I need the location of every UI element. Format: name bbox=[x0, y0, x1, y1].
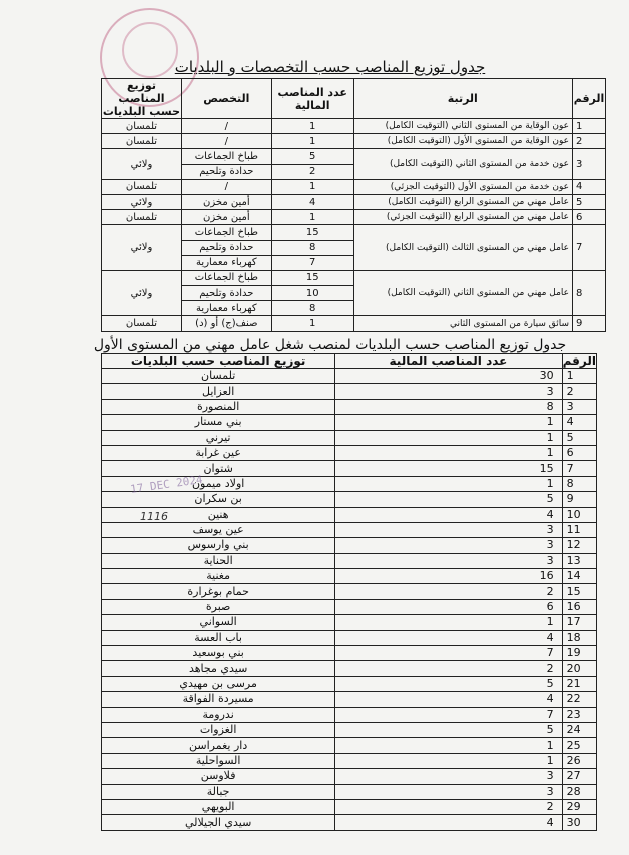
row-number: 14 bbox=[562, 569, 596, 584]
count-cell: 30 bbox=[335, 369, 562, 384]
table-row bbox=[102, 553, 597, 568]
commune-cell: ندرومة bbox=[102, 707, 335, 722]
count-cell: 16 bbox=[335, 569, 562, 584]
table-row bbox=[102, 430, 597, 445]
rank-cell: عامل مهني من المستوى الرابع (التوقيت الكامل) bbox=[353, 194, 572, 209]
count-cell: 1 bbox=[335, 430, 562, 445]
rank-cell: عون الوقاية من المستوى الثاني (التوقيت الكامل) bbox=[353, 119, 572, 134]
table-row bbox=[102, 119, 606, 134]
row-number: 29 bbox=[562, 799, 596, 814]
count-cell: 8 bbox=[335, 399, 562, 414]
section-subtitle: جدول توزيع المناصب حسب البلديات لمنصب شغل عامل مهني من المستوى الأول bbox=[93, 337, 567, 353]
count-cell: 4 bbox=[335, 630, 562, 645]
row-number: 1 bbox=[562, 369, 596, 384]
count-cell: 1 bbox=[335, 415, 562, 430]
table-row bbox=[102, 722, 597, 737]
commune-cell: اولاد ميمون bbox=[102, 476, 335, 491]
row-number: 1 bbox=[573, 119, 606, 134]
specialty-cell: طباخ الجماعات bbox=[181, 149, 271, 164]
row-number: 17 bbox=[562, 615, 596, 630]
table-row bbox=[102, 179, 606, 194]
distribution-cell: تلمسان bbox=[102, 316, 182, 331]
rank-cell: سائق سيارة من المستوى الثاني bbox=[353, 316, 572, 331]
count-cell: 15 bbox=[271, 270, 353, 285]
row-number: 9 bbox=[562, 492, 596, 507]
specialty-cell: حدادة وتلحيم bbox=[181, 286, 271, 301]
row-number: 16 bbox=[562, 599, 596, 614]
count-cell: 5 bbox=[335, 492, 562, 507]
count-cell: 1 bbox=[271, 316, 353, 331]
table-row bbox=[102, 676, 597, 691]
table-row bbox=[102, 210, 606, 225]
row-number: 9 bbox=[573, 316, 606, 331]
row-number: 15 bbox=[562, 584, 596, 599]
header-rank: الرتبة bbox=[353, 79, 572, 119]
row-number: 10 bbox=[562, 507, 596, 522]
commune-cell: عين يوسف bbox=[102, 522, 335, 537]
count-cell: 4 bbox=[335, 815, 562, 830]
count-cell: 15 bbox=[271, 225, 353, 240]
table-row bbox=[102, 569, 597, 584]
table-row bbox=[102, 784, 597, 799]
table-row bbox=[102, 615, 597, 630]
row-number: 12 bbox=[562, 538, 596, 553]
commune-cell: بني بوسعيد bbox=[102, 646, 335, 661]
row-number: 7 bbox=[562, 461, 596, 476]
table-row bbox=[102, 134, 606, 149]
count-cell: 1 bbox=[335, 738, 562, 753]
table-row bbox=[102, 492, 597, 507]
header-count: عدد المناصب المالية bbox=[271, 79, 353, 119]
count-cell: 8 bbox=[271, 301, 353, 316]
table-row bbox=[102, 461, 597, 476]
specialty-cell: صنف(ج) أو (د) bbox=[181, 316, 271, 331]
rank-cell: عون خدمة من المستوى الأول (التوقيت الجزئي) bbox=[353, 179, 572, 194]
table-row bbox=[102, 815, 597, 830]
rank-cell: عامل مهني من المستوى الثاني (التوقيت الكامل) bbox=[353, 270, 572, 316]
header-number: الرقم bbox=[573, 79, 606, 119]
count-cell: 1 bbox=[271, 210, 353, 225]
distribution-cell: ولائي bbox=[102, 194, 182, 209]
row-number: 3 bbox=[562, 399, 596, 414]
distribution-cell: تلمسان bbox=[102, 119, 182, 134]
commune-cell: تلمسان bbox=[102, 369, 335, 384]
date-stamp: 17 DEC 2024 bbox=[129, 472, 204, 497]
count-cell: 10 bbox=[271, 286, 353, 301]
row-number: 6 bbox=[573, 210, 606, 225]
count-cell: 2 bbox=[271, 164, 353, 179]
count-cell: 1 bbox=[271, 119, 353, 134]
row-number: 4 bbox=[573, 179, 606, 194]
count-cell: 3 bbox=[335, 553, 562, 568]
count-cell: 4 bbox=[271, 194, 353, 209]
row-number: 20 bbox=[562, 661, 596, 676]
count-cell: 2 bbox=[335, 799, 562, 814]
specialty-cell: أمين مخزن bbox=[181, 210, 271, 225]
table-row bbox=[102, 399, 597, 414]
commune-cell: العزايل bbox=[102, 384, 335, 399]
row-number: 21 bbox=[562, 676, 596, 691]
table-row bbox=[102, 753, 597, 768]
specialty-cell: حدادة وتلحيم bbox=[181, 240, 271, 255]
positions-by-specialty-table bbox=[101, 78, 606, 332]
commune-cell: تيرني bbox=[102, 430, 335, 445]
row-number: 13 bbox=[562, 553, 596, 568]
row-number: 6 bbox=[562, 445, 596, 460]
row-number: 23 bbox=[562, 707, 596, 722]
table1-header-row bbox=[102, 79, 606, 119]
specialty-cell: طباخ الجماعات bbox=[181, 270, 271, 285]
commune-cell: مغنية bbox=[102, 569, 335, 584]
specialty-cell: أمين مخزن bbox=[181, 194, 271, 209]
count-cell: 1 bbox=[271, 179, 353, 194]
row-number: 5 bbox=[573, 194, 606, 209]
row-number: 22 bbox=[562, 692, 596, 707]
row-number: 27 bbox=[562, 769, 596, 784]
table-row bbox=[102, 507, 597, 522]
table-row bbox=[102, 646, 597, 661]
count-cell: 5 bbox=[335, 676, 562, 691]
count-cell: 5 bbox=[335, 722, 562, 737]
table-row bbox=[102, 661, 597, 676]
header-distribution: توزيع المناصب حسب البلديات bbox=[102, 354, 335, 369]
table-row bbox=[102, 538, 597, 553]
distribution-cell: تلمسان bbox=[102, 210, 182, 225]
table-row bbox=[102, 270, 606, 285]
distribution-cell: ولائي bbox=[102, 149, 182, 179]
commune-cell: سيدي الجيلالي bbox=[102, 815, 335, 830]
specialty-cell: طباخ الجماعات bbox=[181, 225, 271, 240]
distribution-cell: ولائي bbox=[102, 225, 182, 271]
commune-cell: فلاوسن bbox=[102, 769, 335, 784]
table2-header-row bbox=[102, 354, 597, 369]
table-row bbox=[102, 599, 597, 614]
table-row bbox=[102, 584, 597, 599]
row-number: 8 bbox=[562, 476, 596, 491]
commune-cell: هنين bbox=[102, 507, 335, 522]
commune-cell: شتوان bbox=[102, 461, 335, 476]
commune-cell: الحناية bbox=[102, 553, 335, 568]
count-cell: 1 bbox=[335, 753, 562, 768]
row-number: 18 bbox=[562, 630, 596, 645]
table2-body bbox=[102, 369, 597, 831]
commune-cell: حمام بوغرارة bbox=[102, 584, 335, 599]
specialty-cell: كهرباء معمارية bbox=[181, 255, 271, 270]
table-row bbox=[102, 415, 597, 430]
commune-cell: دار يغمراسن bbox=[102, 738, 335, 753]
count-cell: 3 bbox=[335, 522, 562, 537]
specialty-cell: كهرباء معمارية bbox=[181, 301, 271, 316]
row-number: 4 bbox=[562, 415, 596, 430]
count-cell: 3 bbox=[335, 784, 562, 799]
commune-cell: بني مستار bbox=[102, 415, 335, 430]
document-title: جدول توزيع المناصب حسب التخصصات و البلديات bbox=[174, 58, 486, 76]
commune-cell: مسيردة الفواقة bbox=[102, 692, 335, 707]
commune-cell: مرسى بن مهيدي bbox=[102, 676, 335, 691]
count-cell: 3 bbox=[335, 384, 562, 399]
table-row bbox=[102, 799, 597, 814]
row-number: 5 bbox=[562, 430, 596, 445]
commune-cell: سيدي مجاهد bbox=[102, 661, 335, 676]
table-row bbox=[102, 630, 597, 645]
table-row bbox=[102, 707, 597, 722]
count-cell: 6 bbox=[335, 599, 562, 614]
specialty-cell: / bbox=[181, 179, 271, 194]
table-row bbox=[102, 692, 597, 707]
table-row bbox=[102, 194, 606, 209]
count-cell: 8 bbox=[271, 240, 353, 255]
distribution-cell: تلمسان bbox=[102, 134, 182, 149]
specialty-cell: حدادة وتلحيم bbox=[181, 164, 271, 179]
count-cell: 4 bbox=[335, 507, 562, 522]
commune-cell: البويهي bbox=[102, 799, 335, 814]
rank-cell: عامل مهني من المستوى الثالث (التوقيت الكامل) bbox=[353, 225, 572, 271]
count-cell: 5 bbox=[271, 149, 353, 164]
table-row bbox=[102, 445, 597, 460]
row-number: 11 bbox=[562, 522, 596, 537]
table-row bbox=[102, 522, 597, 537]
commune-cell: المنصورة bbox=[102, 399, 335, 414]
count-cell: 3 bbox=[335, 769, 562, 784]
table-row bbox=[102, 769, 597, 784]
row-number: 26 bbox=[562, 753, 596, 768]
count-cell: 4 bbox=[335, 692, 562, 707]
row-number: 7 bbox=[573, 225, 606, 271]
row-number: 3 bbox=[573, 149, 606, 179]
count-cell: 3 bbox=[335, 538, 562, 553]
rank-cell: عون خدمة من المستوى الثاني (التوقيت الكامل) bbox=[353, 149, 572, 179]
row-number: 2 bbox=[562, 384, 596, 399]
commune-cell: جبالة bbox=[102, 784, 335, 799]
header-number: الرقم bbox=[562, 354, 596, 368]
row-number: 30 bbox=[562, 815, 596, 830]
specialty-cell: / bbox=[181, 119, 271, 134]
row-number: 8 bbox=[573, 270, 606, 316]
count-cell: 2 bbox=[335, 584, 562, 599]
count-cell: 1 bbox=[271, 134, 353, 149]
row-number: 28 bbox=[562, 784, 596, 799]
row-number: 25 bbox=[562, 738, 596, 753]
count-cell: 1 bbox=[335, 445, 562, 460]
row-number: 2 bbox=[573, 134, 606, 149]
table-row bbox=[102, 149, 606, 164]
commune-cell: عين غرابة bbox=[102, 445, 335, 460]
commune-cell: بني وارسوس bbox=[102, 538, 335, 553]
count-cell: 7 bbox=[335, 707, 562, 722]
distribution-cell: ولائي bbox=[102, 270, 182, 316]
distribution-cell: تلمسان bbox=[102, 179, 182, 194]
row-number: 24 bbox=[562, 722, 596, 737]
commune-cell: الغزوات bbox=[102, 722, 335, 737]
commune-cell: صبرة bbox=[102, 599, 335, 614]
count-cell: 7 bbox=[271, 255, 353, 270]
commune-cell: السواني bbox=[102, 615, 335, 630]
header-specialty: التخصص bbox=[181, 79, 271, 119]
header-count: عدد المناصب المالية bbox=[335, 354, 562, 369]
count-cell: 15 bbox=[335, 461, 562, 476]
table-row bbox=[102, 369, 597, 384]
commune-cell: السواحلية bbox=[102, 753, 335, 768]
rank-cell: عون الوقاية من المستوى الأول (التوقيت الكامل) bbox=[353, 134, 572, 149]
specialty-cell: / bbox=[181, 134, 271, 149]
table-row bbox=[102, 316, 606, 331]
count-cell: 1 bbox=[335, 476, 562, 491]
count-cell: 7 bbox=[335, 646, 562, 661]
commune-cell: بن سكران bbox=[102, 492, 335, 507]
header-distribution: توزيع المناصب حسب البلديات bbox=[102, 79, 181, 118]
commune-cell: باب العسة bbox=[102, 630, 335, 645]
row-number: 19 bbox=[562, 646, 596, 661]
count-cell: 1 bbox=[335, 615, 562, 630]
table-row bbox=[102, 225, 606, 240]
positions-by-commune-table bbox=[101, 353, 597, 831]
rank-cell: عامل مهني من المستوى الرابع (التوقيت الجزئي) bbox=[353, 210, 572, 225]
table-row bbox=[102, 738, 597, 753]
count-cell: 2 bbox=[335, 661, 562, 676]
handwritten-note: 1116 bbox=[140, 510, 168, 523]
table1-body bbox=[102, 119, 606, 332]
table-row bbox=[102, 384, 597, 399]
